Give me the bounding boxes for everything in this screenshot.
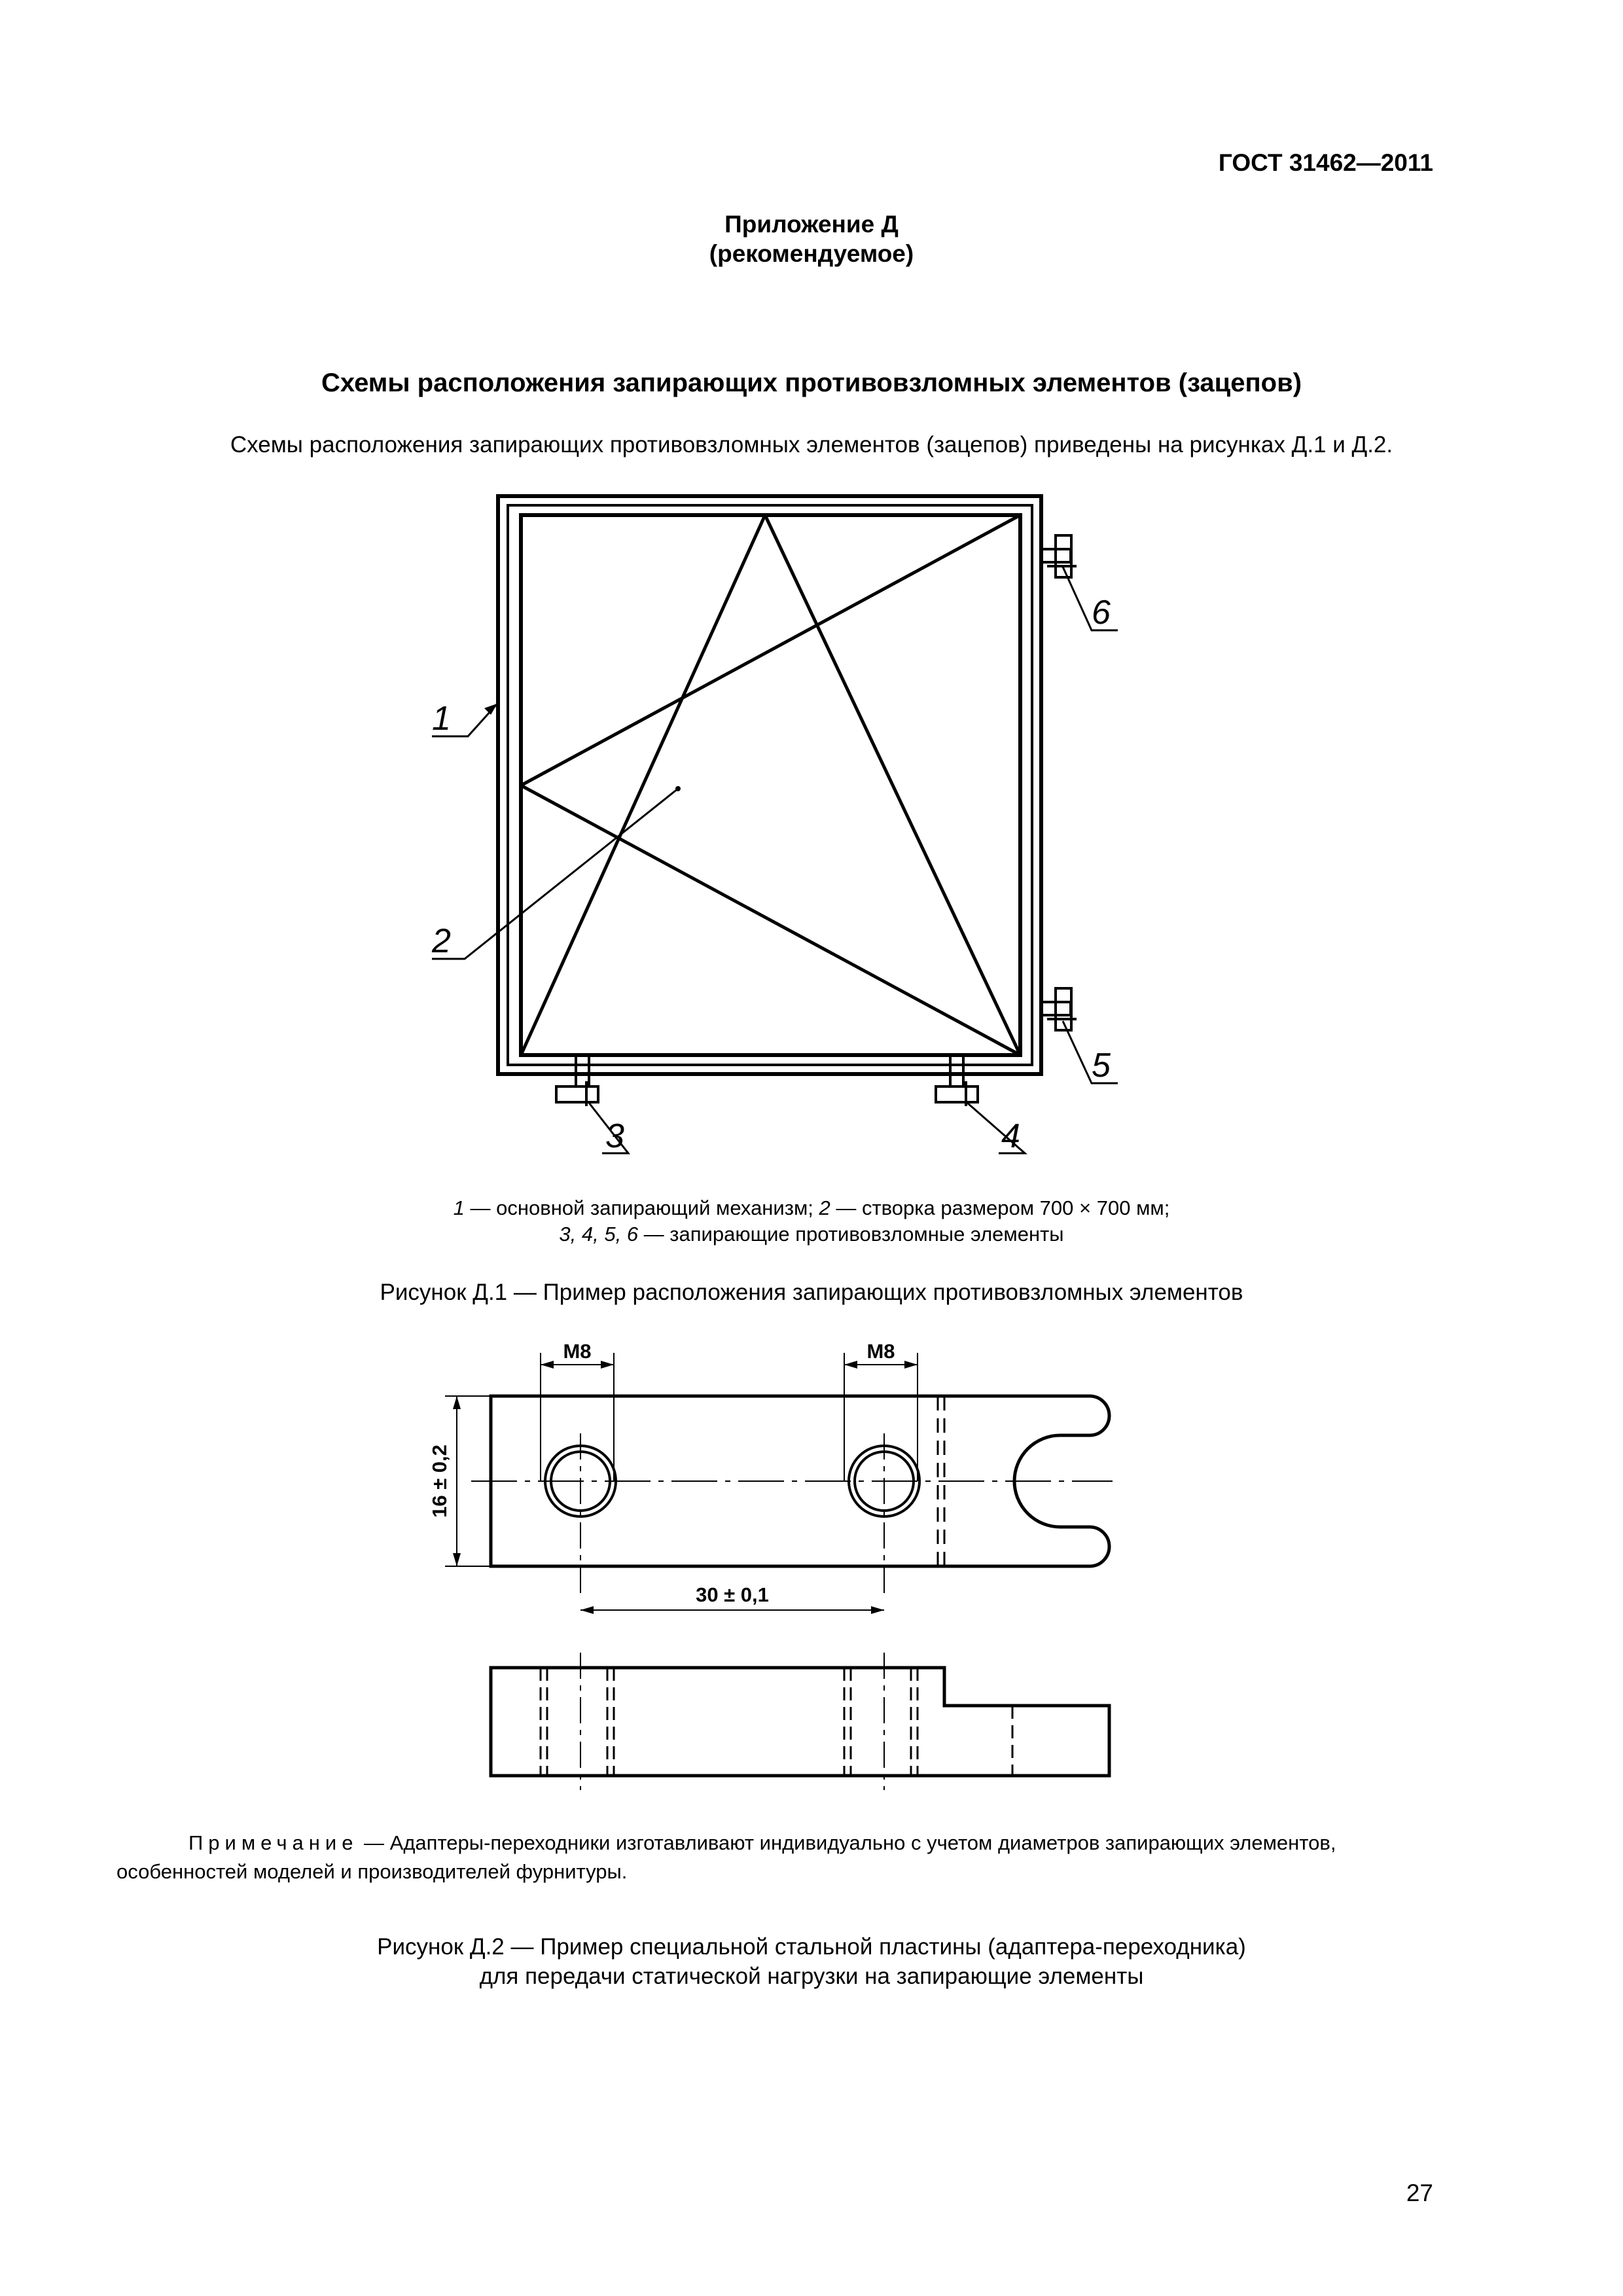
callout-6: 6: [1092, 594, 1111, 632]
legend-text-3-6: — запирающие противовзломные элементы: [638, 1223, 1064, 1246]
appendix-subtitle: (рекомендуемое): [709, 240, 914, 267]
note-label: Примечание: [188, 1831, 359, 1854]
callout-2: 2: [432, 922, 451, 960]
callout-4: 4: [1001, 1117, 1020, 1155]
intro-paragraph: Схемы расположения запирающих противовзломных элементов (зацепов) приведены на рисунках Д.1 и Д.2.: [230, 432, 1393, 457]
figure-d2-caption-line1: Рисунок Д.2 — Пример специальной стальной пластины (адаптера-переходника): [377, 1934, 1246, 1960]
dim-spacing: 30 ± 0,1: [696, 1583, 769, 1606]
legend-text-2: — створка размером 700 × 700 мм;: [830, 1196, 1170, 1219]
legend-nums-3-6: 3, 4, 5, 6: [559, 1223, 639, 1246]
figure-d2-caption-line2: для передачи статической нагрузки на запирающие элементы: [479, 1964, 1144, 1989]
figure-d1-caption: Рисунок Д.1 — Пример расположения запирающих противовзломных элементов: [380, 1280, 1243, 1305]
adapter-plate-side-view: [491, 1668, 1109, 1776]
dim-thread-left: М8: [563, 1340, 592, 1363]
document-code: ГОСТ 31462—2011: [1218, 149, 1433, 176]
page-number: 27: [1406, 2179, 1433, 2206]
legend-num-2: 2: [819, 1196, 830, 1219]
section-title: Схемы расположения запирающих противовзломных элементов (зацепов): [321, 368, 1302, 397]
legend-text-1: — основной запирающий механизм;: [464, 1196, 819, 1219]
appendix-title: Приложение Д: [724, 211, 899, 238]
callout-3: 3: [605, 1117, 624, 1155]
dim-thread-right: М8: [866, 1340, 895, 1363]
note-text-line1: — Адаптеры-переходники изготавливают индивидуально с учетом диаметров запирающих элементов,: [358, 1831, 1336, 1854]
figure-d2-note-line1: [188, 1831, 1336, 1855]
legend-num-1: 1: [453, 1196, 465, 1219]
dim-height: 16 ± 0,2: [428, 1444, 451, 1518]
callout-5: 5: [1092, 1047, 1111, 1085]
figure-d2-note-line2: особенностей моделей и производителей фурнитуры.: [116, 1860, 628, 1883]
callout-1: 1: [432, 700, 451, 738]
